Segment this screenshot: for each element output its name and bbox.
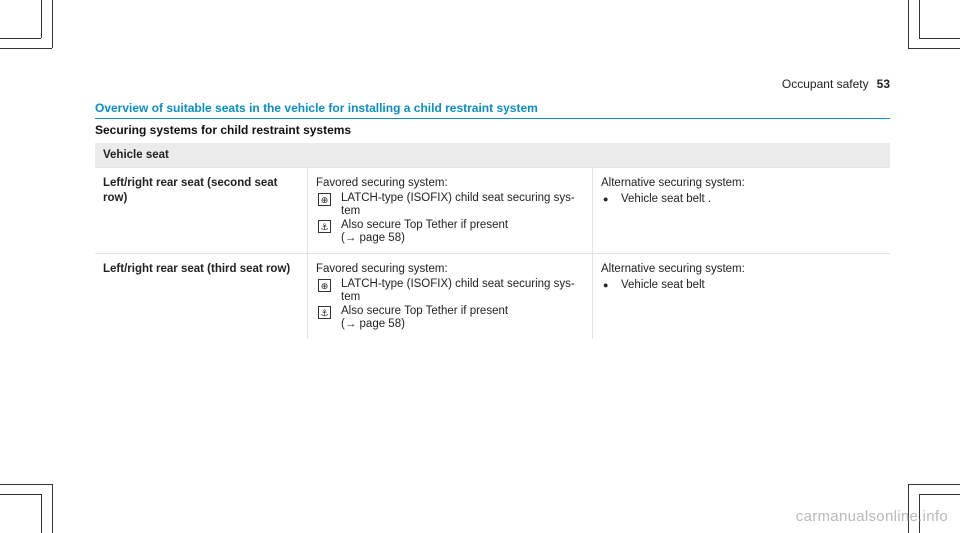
crop-mark-top-left-v2 <box>41 0 42 38</box>
top-tether-icon: ⚓ <box>318 306 331 319</box>
crop-mark-top-left-h2 <box>0 38 41 39</box>
top-tether-icon: ⚓ <box>318 220 331 233</box>
table-header-row <box>95 143 890 168</box>
favored-system-label: Favored securing system: <box>316 177 448 189</box>
favored-system-item <box>316 278 586 304</box>
alternative-system-cell <box>593 168 891 254</box>
running-head <box>782 77 890 91</box>
seat-name: Left/right rear seat (second seat row) <box>95 168 308 254</box>
list-item <box>601 278 884 292</box>
isofix-icon: ⊕ <box>318 279 331 292</box>
alternative-system-text: Vehicle seat belt . <box>621 193 712 205</box>
crop-mark-bottom-left-v2 <box>41 494 42 533</box>
crop-mark-bottom-right-h <box>908 484 960 485</box>
crop-mark-bottom-left-h2 <box>0 494 41 495</box>
bullet-icon: ● <box>603 280 609 290</box>
page-number: 53 <box>876 77 890 91</box>
table-row <box>95 254 890 340</box>
watermark: carmanualsonline.info <box>795 508 948 525</box>
column-header-vehicle-seat: Vehicle seat <box>95 143 890 168</box>
bullet-icon: ● <box>603 194 609 204</box>
crop-mark-bottom-right-h2 <box>919 494 960 495</box>
seat-name: Left/right rear seat (third seat row) <box>95 254 308 340</box>
isofix-icon: ⊕ <box>318 193 331 206</box>
crop-mark-top-right-v2 <box>919 0 920 38</box>
crop-mark-top-left-v <box>52 0 53 48</box>
section-title: Overview of suitable seats in the vehicle for installing a child restraint system <box>95 101 890 119</box>
subheading: Securing systems for child restraint systems <box>95 123 352 137</box>
favored-system-cell <box>308 254 593 340</box>
running-head-section: Occupant safety <box>781 77 869 91</box>
crop-mark-bottom-left-v <box>52 484 53 533</box>
alternative-system-label: Alternative securing system: <box>601 177 745 189</box>
alternative-system-cell <box>593 254 891 340</box>
favored-system-item <box>316 305 586 331</box>
crop-mark-top-right-h <box>908 48 960 49</box>
favored-system-text: Also secure Top Tether if present (→ page 58) <box>341 305 509 330</box>
crop-mark-top-right-v <box>908 0 909 48</box>
table-row <box>95 168 890 254</box>
crop-mark-top-right-h2 <box>919 38 960 39</box>
crop-mark-bottom-left-h <box>0 484 52 485</box>
child-seat-table <box>95 143 890 339</box>
favored-system-text: Also secure Top Tether if present (→ page 58) <box>341 219 509 244</box>
list-item <box>601 192 884 206</box>
favored-system-text: LATCH-type (ISOFIX) child seat securing sys- tem <box>341 278 575 303</box>
favored-system-label: Favored securing system: <box>316 263 448 275</box>
alternative-system-text: Vehicle seat belt <box>621 279 705 291</box>
crop-mark-top-left-h <box>0 48 52 49</box>
table-body <box>95 168 890 340</box>
alternative-system-label: Alternative securing system: <box>601 263 745 275</box>
favored-system-item <box>316 192 586 218</box>
favored-system-item <box>316 219 586 245</box>
favored-system-cell <box>308 168 593 254</box>
favored-system-text: LATCH-type (ISOFIX) child seat securing sys- tem <box>341 192 575 217</box>
